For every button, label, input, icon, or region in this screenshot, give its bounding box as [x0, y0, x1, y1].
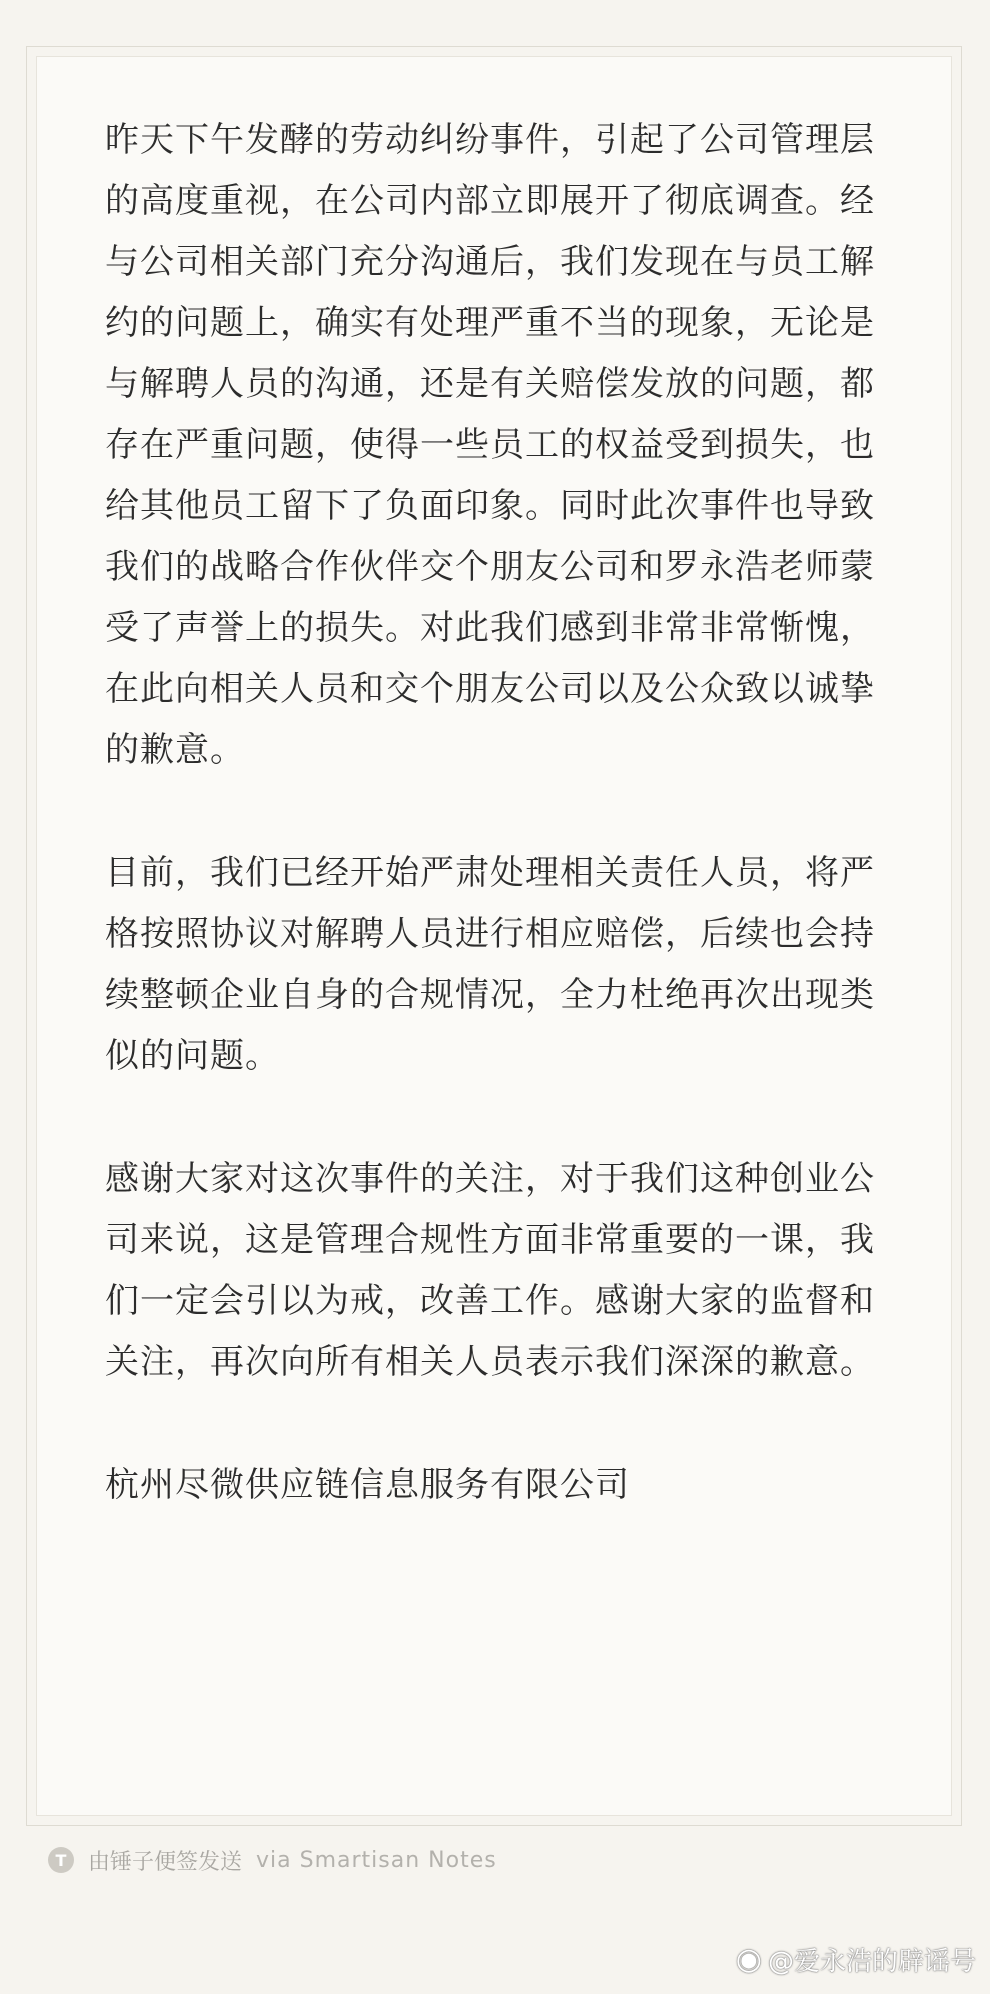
note-paragraph-2: 目前，我们已经开始严肃处理相关责任人员，将严格按照协议对解聘人员进行相应赔偿，后续也会持续整顿企业自身的合规情况，全力杜绝再次出现类似的问题。	[105, 853, 875, 1076]
watermark-text: @爱永浩的辟谣号	[767, 1947, 976, 1977]
note-paragraph-1: 昨天下午发酵的劳动纠纷事件，引起了公司管理层的高度重视，在公司内部立即展开了彻底调查。经与公司相关部门充分沟通后，我们发现在与员工解约的问题上，确实有处理严重不当的现象，无论是与解聘人员的沟通，还是有关赔偿发放的问题，都存在严重问题，使得一些员工的权益受到损失，也给其他员工留下了负面印象。同时此次事件也导致我们的战略合作伙伴交个朋友公司和罗永浩老师蒙受了声誉上的损失。对此我们感到非常非常惭愧，在此向相关人员和交个朋友公司以及公众致以诚挚的歉意。	[105, 120, 875, 770]
weibo-logo-icon: ◉	[735, 1942, 762, 1977]
note-body	[105, 110, 885, 1516]
smartisan-footer	[48, 1843, 497, 1877]
footer-sublabel: via Smartisan Notes	[256, 1847, 497, 1873]
footer-label: 由锤子便签发送	[88, 1849, 243, 1875]
weibo-watermark	[736, 1941, 976, 1978]
smartisan-logo-icon: T	[48, 1847, 74, 1873]
note-paragraph-3: 感谢大家对这次事件的关注，对于我们这种创业公司来说，这是管理合规性方面非常重要的一课，我们一定会引以为戒，改善工作。感谢大家的监督和关注，再次向所有相关人员表示我们深深的歉意。	[105, 1159, 875, 1382]
company-signature: 杭州尽微供应链信息服务有限公司	[105, 1465, 630, 1505]
